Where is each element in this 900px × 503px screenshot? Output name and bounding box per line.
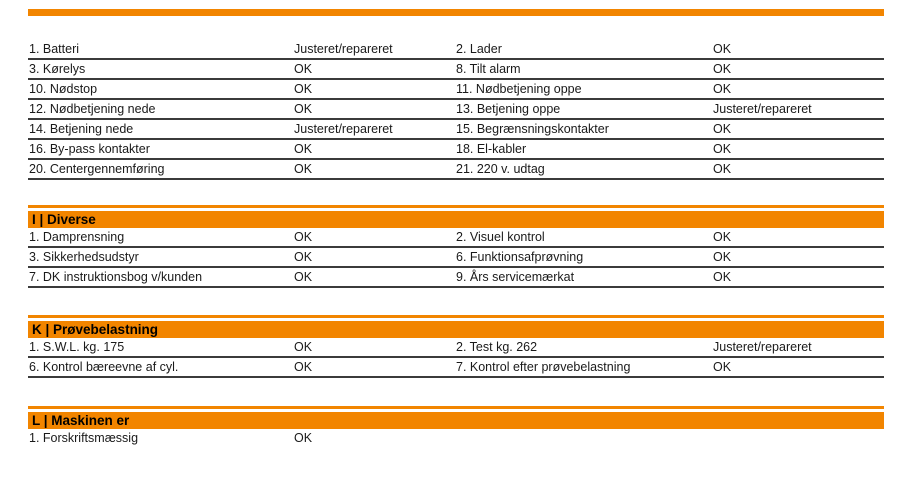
- status-value: Justeret/repareret: [294, 122, 393, 136]
- item-label: 13. Betjening oppe: [456, 102, 561, 116]
- item-label: 1. Forskriftsmæssig: [29, 431, 139, 445]
- top-accent-bar: [28, 9, 884, 16]
- status-value: OK: [713, 270, 732, 284]
- table-row: [28, 429, 884, 449]
- table-row: [28, 160, 884, 180]
- status-value: OK: [713, 62, 732, 76]
- table-row: [28, 40, 884, 60]
- status-value: OK: [294, 360, 313, 374]
- table-row: [28, 248, 884, 268]
- status-value: OK: [294, 250, 313, 264]
- section-header: I | Diverse: [28, 211, 884, 228]
- status-value: OK: [294, 431, 313, 445]
- section-accent-line: [28, 406, 884, 409]
- status-value: OK: [713, 230, 732, 244]
- section-header: L | Maskinen er: [28, 412, 884, 429]
- item-label: 15. Begrænsningskontakter: [456, 122, 609, 136]
- status-value: OK: [294, 62, 313, 76]
- item-label: 1. S.W.L. kg. 175: [29, 340, 125, 354]
- item-label: 20. Centergennemføring: [29, 162, 165, 176]
- item-label: 11. Nødbetjening oppe: [456, 82, 582, 96]
- item-label: 12. Nødbetjening nede: [29, 102, 156, 116]
- item-label: 10. Nødstop: [29, 82, 98, 96]
- table-row: [28, 120, 884, 140]
- checklist-content: [28, 40, 884, 449]
- item-label: 6. Funktionsafprøvning: [456, 250, 584, 264]
- table-row: [28, 228, 884, 248]
- item-label: 14. Betjening nede: [29, 122, 134, 136]
- status-value: OK: [713, 142, 732, 156]
- table-row: [28, 80, 884, 100]
- item-label: 7. DK instruktionsbog v/kunden: [29, 270, 203, 284]
- section-top-items: [28, 40, 884, 180]
- item-label: 3. Kørelys: [29, 62, 86, 76]
- item-label: 8. Tilt alarm: [456, 62, 521, 76]
- status-value: OK: [713, 250, 732, 264]
- status-value: OK: [713, 162, 732, 176]
- status-value: OK: [713, 42, 732, 56]
- status-value: Justeret/repareret: [294, 42, 393, 56]
- item-label: 9. Års servicemærkat: [456, 270, 575, 284]
- status-value: OK: [713, 360, 732, 374]
- status-value: OK: [294, 270, 313, 284]
- item-label: 18. El-kabler: [456, 142, 527, 156]
- status-value: OK: [713, 122, 732, 136]
- table-row: [28, 100, 884, 120]
- status-value: [712, 429, 884, 449]
- status-value: OK: [294, 102, 313, 116]
- status-value: Justeret/repareret: [713, 340, 812, 354]
- item-label: 16. By-pass kontakter: [29, 142, 150, 156]
- table-row: [28, 60, 884, 80]
- section-provebelastning: [28, 315, 884, 378]
- status-value: OK: [294, 162, 313, 176]
- item-label: 7. Kontrol efter prøvebelastning: [456, 360, 631, 374]
- table-row: [28, 268, 884, 288]
- status-value: OK: [713, 82, 732, 96]
- section-maskinen-er: [28, 406, 884, 449]
- item-label: 1. Damprensning: [29, 230, 125, 244]
- item-label: 2. Visuel kontrol: [456, 230, 545, 244]
- status-value: OK: [294, 142, 313, 156]
- table-row: [28, 358, 884, 378]
- section-accent-line: [28, 315, 884, 318]
- item-label: 3. Sikkerhedsudstyr: [29, 250, 139, 264]
- item-label: 21. 220 v. udtag: [456, 162, 545, 176]
- item-label: 2. Test kg. 262: [456, 340, 538, 354]
- status-value: OK: [294, 230, 313, 244]
- item-label: [455, 429, 712, 449]
- item-label: 6. Kontrol bæreevne af cyl.: [29, 360, 179, 374]
- section-diverse: [28, 205, 884, 288]
- item-label: 1. Batteri: [29, 42, 80, 56]
- status-value: OK: [294, 340, 313, 354]
- table-row: [28, 140, 884, 160]
- section-header: K | Prøvebelastning: [28, 321, 884, 338]
- table-row: [28, 338, 884, 358]
- status-value: OK: [294, 82, 313, 96]
- status-value: Justeret/repareret: [713, 102, 812, 116]
- section-accent-line: [28, 205, 884, 208]
- item-label: 2. Lader: [456, 42, 502, 56]
